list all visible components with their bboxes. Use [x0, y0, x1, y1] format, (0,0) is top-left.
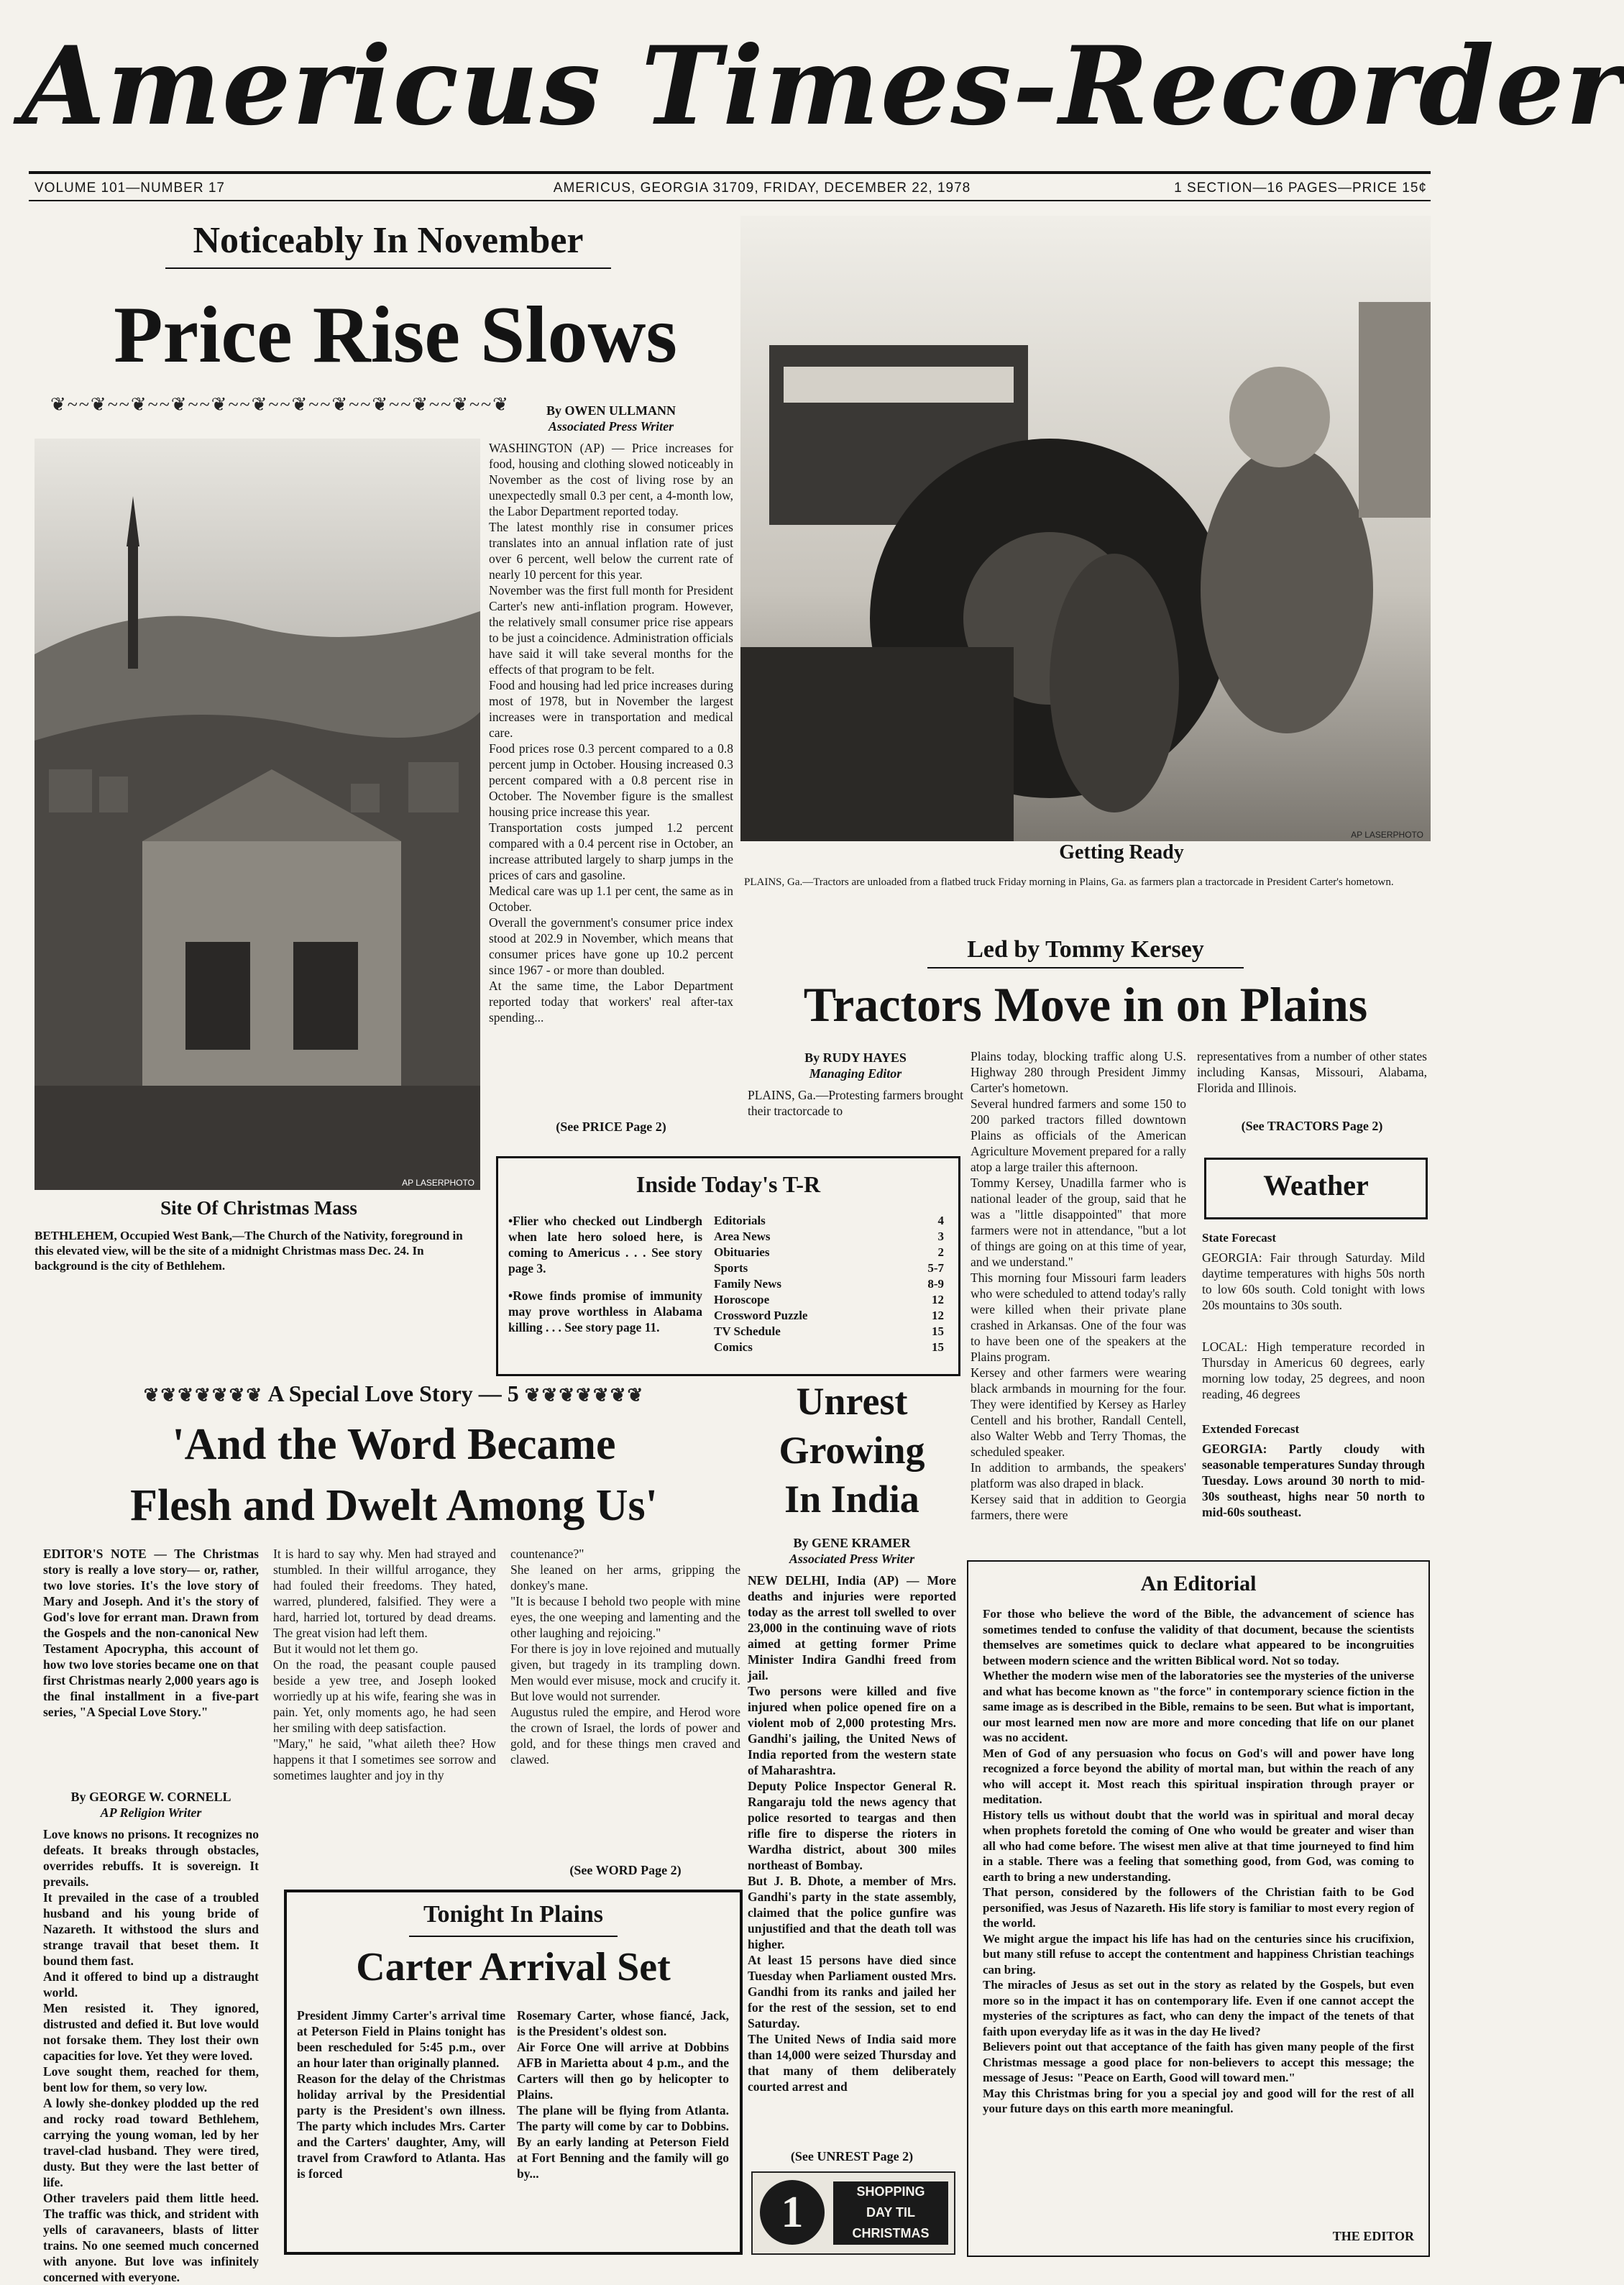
- index-row[interactable]: Area News 3: [714, 1229, 944, 1243]
- carter-body-col1: President Jimmy Carter's arrival time at Peterson Field in Plains tonight has been rescheduled for 5:45 p.m., over an hour later than originally planned. Reason for the delay of the Christmas holiday arrival by the Presidential party is the President's own illness. The party which includes Mrs. Carter and the Carters' daughter, Amy, will travel from Crawford to Atlanta. Has is forced: [297, 2008, 505, 2181]
- editorial-signature: THE EDITOR: [1332, 2229, 1414, 2243]
- masthead-rule-top: [29, 171, 1431, 174]
- india-body: NEW DELHI, India (AP) — More deaths and injuries were reported today as the arrest toll swelled to over 23,000 in the continuing wave of riots aimed at getting former Prime Minister Indira Gandhi freed from jail. Two persons were killed and five injured when police opened fire on a violent mob of 2,000 protesting Mrs. Gandhi's jailing, the United News of India reported from the western state of Maharashtra. Deputy Police Inspector General R. Rangaraju told the news agency that police resorted to teargas and then rifle fire to disperse the rioters in Wardha district, about 300 miles northeast of Bombay. But J. B. Dhote, a member of Mrs. Gandhi's party in the state assembly, claimed that the police gunfire was unjustified and that the death toll was higher. At least 15 persons have died since Tuesday when Parliament ousted Mrs. Gandhi from its ranks and jailed her for the rest of the session, set to end Saturday. The United News of India said more than 14,000 were seized Thursday and that many of them deliberately courted arrest and: [748, 1573, 956, 2094]
- index-row[interactable]: Crossword Puzzle 12: [714, 1309, 944, 1322]
- love-editors-note: EDITOR'S NOTE — The Christmas story is really a love story— or, rather, two love stories. It's the love story of Mary and Joseph. And it's the story of God's love for errant man. Drawn from the Gospels and the non-canonical New Testament Apocrypha, this account of how two love stories became one on that first Christmas nearly 2,000 years ago is the final installment in a five-part series, "A Special Love Story.": [43, 1547, 259, 1719]
- editorial-box: [967, 1560, 1430, 2257]
- weather-state-text: GEORGIA: Fair through Saturday. Mild daytime temperatures with highs 50s north to low 60s south. Cold tonight with lows 20s mountains to 30s south.: [1202, 1250, 1425, 1312]
- carter-box: [284, 1890, 743, 2255]
- tractor-byline-name: By RUDY HAYES: [804, 1050, 907, 1065]
- weather-box: [1204, 1158, 1428, 1219]
- price-kicker-rule: [165, 267, 611, 269]
- love-jump: (See WORD Page 2): [569, 1863, 682, 1877]
- tractor-body-col1: PLAINS, Ga.—Protesting farmers brought their tractorcade to: [748, 1088, 963, 1118]
- church-photo-caption: BETHLEHEM, Occupied West Bank,—The Church of the Nativity, foreground in this elevated view, will be the site of a midnight Christmas mass Dec. 24. In background is the city of Bethlehem.: [35, 1229, 463, 1273]
- dateline: AMERICUS, GEORGIA 31709, FRIDAY, DECEMBER 22, 1978: [553, 180, 971, 196]
- india-headline-1: Unrest: [796, 1380, 908, 1423]
- tractor-kicker: Led by Tommy Kersey: [967, 936, 1204, 963]
- masthead-rule-bottom: [29, 200, 1431, 201]
- india-jump: (See UNREST Page 2): [790, 2149, 914, 2163]
- price-headline: Price Rise Slows: [114, 290, 677, 380]
- india-byline-title: Associated Press Writer: [789, 1552, 915, 1566]
- tractor-photo-title: Getting Ready: [1059, 841, 1184, 864]
- church-photo: [35, 439, 480, 1190]
- love-headline-1: 'And the Word Became: [172, 1420, 616, 1469]
- index-row[interactable]: Sports 5-7: [714, 1261, 944, 1275]
- love-body-col1: Love knows no prisons. It recognizes no defeats. It breaks through obstacles, overrides rebuffs. It is sovereign. It prevails. It prevailed in the case of a troubled husband and his young bride of Nazareth. It withstood the slurs and strange travail that beset them. It bound them fast. And it offered to bind up a distraught world. Men resisted it. They ignored, distrusted and defied it. But love would not forsake them. They lost their own capacities for love. Yet they were loved. Love sought them, reached for them, bent low for them, so very low. A lowly she-donkey plodded up the red and rocky road toward Bethlehem, carrying the young woman, led by her travel-clad husband. They were tired, dusty. But they were the last better of life. Other travelers paid them little heed. The traffic was thick, and strident with yells of caravaneers, blasts of litter trains. No one seemed much concerned with anyone. But love was infinitely concerned with everyone.: [43, 1827, 259, 2284]
- tractor-body-col2: Plains today, blocking traffic along U.S. Highway 280 through President Jimmy Carter's hometown. Several hundred farmers and some 150 to 200 parked tractors filled downtown Plains as officials of the American Agriculture Movement prepared for a rally atop a large trailer this afternoon. Tommy Kersey, Unadilla farmer who is national leader of the group, said that he was a "little disappointed" that more farmers were not in attendance, "but a lot of things are going on at this time of year, and we understand." This morning four Missouri farm leaders who were scheduled to attend today's rally were killed when their private plane crashed in Arkansas. One of the four was to have been one of the speakers at the Plains program. Kersey and other farmers were wearing black armbands in mourning for the four. They were identified by Kersey as Harley Centell and his brother, Randall Centell, also Walter Webb and Terry Thomas, the scheduled speaker. In addition to armbands, the speakers' platform was also draped in black. Kersey said that in addition to Georgia farmers, there were: [971, 1049, 1186, 1522]
- volume-number: VOLUME 101—NUMBER 17: [35, 180, 225, 196]
- index-list: [714, 1213, 944, 1355]
- index-row[interactable]: Editorials 4: [714, 1214, 944, 1227]
- india-headline-2: Growing: [779, 1429, 925, 1472]
- tractor-headline: Tractors Move in on Plains: [803, 977, 1368, 1032]
- tractor-byline-title: Managing Editor: [809, 1066, 902, 1081]
- index-row[interactable]: Horoscope 12: [714, 1293, 944, 1306]
- carter-headline: Carter Arrival Set: [356, 1945, 671, 1989]
- tractor-photo-caption: PLAINS, Ga.—Tractors are unloaded from a flatbed truck Friday morning in Plains, Ga. as farmers plan a tractorcade in President Carter's hometown.: [744, 876, 1394, 888]
- carter-body-col2: Rosemary Carter, whose fiancé, Jack, is the President's oldest son. Air Force One will arrive at Dobbins AFB in Marietta about 4 p.m., and the Carters will then go by helicopter to Plains. The plane will be flying from Atlanta. The party will come by car to Dobbins. By an early landing at Peterson Field at Fort Benning and the family will go by...: [517, 2008, 729, 2181]
- index-row[interactable]: Comics 15: [714, 1340, 944, 1354]
- price-byline-title: Associated Press Writer: [548, 419, 674, 434]
- love-body-col3: countenance?" She leaned on her arms, gripping the donkey's mane. "It is because I behold two people with mine eyes, the one weeping and lamenting and the other laughing and rejoicing." For there is joy in love rejoined and mutually given, but tragedy in its trampling down. Men would ever misuse, mock and crucify it. But love would not surrender. Augustus ruled the empire, and Herod wore the crown of Israel, the lords of power and gold, and for these things men craved and clawed.: [510, 1547, 740, 1767]
- love-byline-title: AP Religion Writer: [100, 1805, 202, 1820]
- tractor-photo: [740, 216, 1431, 841]
- ornament-rule: ❦~~❦~~❦~~❦~~❦~~❦~~❦~~❦~~❦~~❦~~❦~~❦: [50, 394, 510, 415]
- weather-extended-label: Extended Forecast: [1202, 1422, 1300, 1436]
- inside-box-title: Inside Today's T-R: [636, 1171, 821, 1197]
- inside-item-2: •Rowe finds promise of immunity may prove worthless in Alabama killing . . . See story page 11.: [508, 1288, 702, 1334]
- carter-kicker: Tonight In Plains: [423, 1901, 604, 1928]
- countdown-number: 1: [760, 2180, 825, 2245]
- countdown-line-2: DAY TIL: [866, 2205, 916, 2220]
- weather-state-label: State Forecast: [1202, 1231, 1277, 1245]
- india-headline-3: In India: [784, 1478, 919, 1521]
- weather-extended-text: GEORGIA: Partly cloudy with seasonable temperatures Sunday through Tuesday. Lows around 30 north to mid-30s southeast, highs near 50 north to mid-60s southeast.: [1202, 1442, 1425, 1519]
- weather-local-text: LOCAL: High temperature recorded in Thursday in Americus 60 degrees, early morning low today, 25 degrees, and noon reading, 46 degrees: [1202, 1340, 1425, 1401]
- love-series-label: A Special Love Story — 5: [267, 1380, 519, 1406]
- love-series-banner: ❦❦❦❦❦❦❦ A Special Love Story — 5 ❦❦❦❦❦❦❦: [143, 1380, 645, 1406]
- section-price: 1 SECTION—16 PAGES—PRICE 15¢: [1174, 180, 1427, 196]
- tractor-photo-illustration: [740, 216, 1431, 841]
- editorial-body: For those who believe the word of the Bible, the advancement of science has sometimes tended to confuse the validity of that document, because the scientists themselves are sometimes quick to declare what appeared to be incongruities between modern science and the written Biblical word. Not so today. Whether the modern wise men of the laboratories see the mysteries of the universe and what has become known as "the force" in contemporary science fiction in the same image as is described in the Bible, remains to be seen. But what is important, our most learned men now are more and more conceding that life on our planet was no accident. Men of God of any persuasion who focus on God's will and power have long recognized a force beyond the ability of mortal man, but within the reach of any who will accept it. Most reach this spiritual inspiration through prayer or meditation. History tells us without doubt that the world was in spiritual and moral decay when prophets foretold the coming of One who would be greater and wiser than all who had come before. The wisest men alive at that time journeyed to find him in a stable. There was a feeling that something good, from God, was coming to earth to bring a new understanding. That person, considered by the followers of the Christian faith to be God personified, was Jesus of Nazareth. His life story is familiar to most every region of the world. We might argue the impact his life has had on the centuries since his crucifixion, but many still refuse to accept the contentment and happiness Christian teachings can bring. The miracles of Jesus as set out in the story as related by the Gospels, but even more so in the impact it has on contemporary life. Even if one cannot accept the mysteries of the scriptures as fact, who can deny the impact of the tenets of that faith upon everyday life as it was in the day He lived? Believers point out that acceptance of the faith has given many people of the first Christmas message a good place for non-believers to accept this message; the message of Jesus: "Peace on Earth, Good will toward men." May this Christmas bring for you a special joy and good will for the rest of all your future days on this earth more meaningful.: [983, 1607, 1414, 2115]
- tractor-kicker-rule: [927, 967, 1244, 969]
- weather-title: Weather: [1263, 1169, 1369, 1201]
- love-byline-name: By GEORGE W. CORNELL: [70, 1790, 231, 1804]
- inside-item-1: •Flier who checked out Lindbergh when late hero soloed here, is coming to Americus . . . See story page 3.: [508, 1214, 702, 1276]
- love-headline-2: Flesh and Dwelt Among Us': [130, 1481, 658, 1530]
- church-photo-illustration: [35, 439, 480, 1190]
- price-body: WASHINGTON (AP) — Price increases for food, housing and clothing slowed noticeably in November as the cost of living rose by an unexpectedly small 0.3 per cent, a 4-month low, the Labor Department reported today. The latest monthly rise in consumer prices translates into an annual inflation rate of just over 6 percent, well below the current rate of nearly 10 percent for this year. November was the first full month for President Carter's new anti-inflation program. However, the relatively small consumer price rise appears to be just a coincidence. Administration officials have said it will take several months for the effects of that program to be felt. Food and housing had led price increases during most of 1978, but in November the largest increases were in transportation and medical care. Food prices rose 0.3 percent compared to a 0.8 percent jump in October. Housing increased 0.3 percent compared with a 0.8 percent rise in October. The November figure is the smallest housing price increase this year. Transportation costs jumped 1.2 percent compared with a 0.4 percent rise in October, an increase attributed largely to sharp jumps in the prices of cars and gasoline. Medical care was up 1.1 per cent, the same as in October. Overall the government's consumer price index stood at 202.9 in November, which means that consumer prices have gone up 10.2 percent since 1967 - or more than doubled. At the same time, the Labor Department reported today that workers' real after-tax spending...: [489, 441, 733, 1025]
- church-photo-credit: AP LASERPHOTO: [402, 1178, 474, 1188]
- church-photo-title: Site Of Christmas Mass: [160, 1197, 357, 1219]
- tractor-jump: (See TRACTORS Page 2): [1241, 1119, 1383, 1133]
- price-jump: (See PRICE Page 2): [556, 1119, 666, 1134]
- editorial-title: An Editorial: [1140, 1572, 1257, 1595]
- price-kicker: Noticeably In November: [193, 220, 584, 261]
- carter-kicker-rule: [409, 1936, 618, 1937]
- masthead-title: Americus Times-Recorder: [22, 23, 1624, 150]
- price-byline-name: By OWEN ULLMANN: [546, 403, 676, 418]
- index-row[interactable]: Family News 8-9: [714, 1277, 944, 1291]
- countdown-line-1: SHOPPING: [856, 2184, 925, 2199]
- tractor-body-col3: representatives from a number of other states including Kansas, Missouri, Alabama, Florida and Illinois.: [1197, 1049, 1427, 1095]
- countdown-line-3: CHRISTMAS: [852, 2226, 930, 2240]
- index-row[interactable]: Obituaries 2: [714, 1245, 944, 1259]
- index-row[interactable]: TV Schedule 15: [714, 1324, 944, 1338]
- inside-box: [496, 1156, 960, 1376]
- india-byline-name: By GENE KRAMER: [793, 1536, 911, 1550]
- countdown-label: [833, 2181, 948, 2245]
- christmas-countdown: [751, 2171, 955, 2255]
- tractor-photo-credit: AP LASERPHOTO: [1351, 830, 1423, 840]
- love-body-col2: It is hard to say why. Men had strayed and stumbled. In their willful arrogance, they had fouled their freedoms. They hated, warred, plundered, falsified. They were a hard, harried lot, tortured by dead dreams. The great vision had left them. But it would not let them go. On the road, the peasant couple paused beside a yew tree, and Joseph looked worriedly up at his wife, fearing she was in pain. Yet, only moments ago, he had seen her smiling with deep satisfaction. "Mary," he said, "what aileth thee? How happens it that I sometimes see sorrow and sometimes laughter and joy in thy: [273, 1547, 496, 1782]
